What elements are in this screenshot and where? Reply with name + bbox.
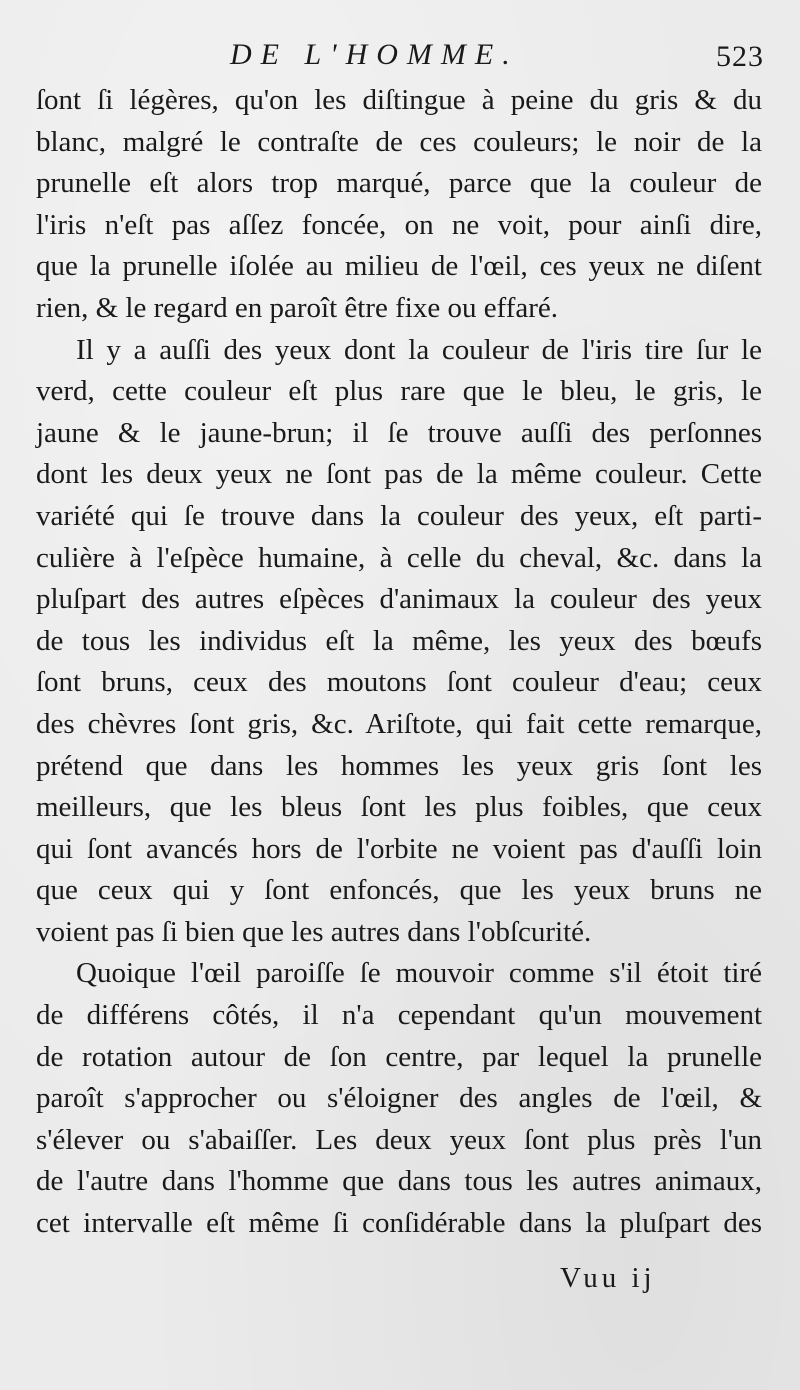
paragraph — [36, 953, 762, 1244]
text-line: rien, & le regard en paroît être fixe ou effaré. — [36, 291, 558, 324]
text-line: blanc, malgré le contraſte de ces couleurs; le noir de la — [36, 125, 762, 158]
text-line: que ceux qui y ſont enfoncés, que les yeux bruns ne — [36, 874, 762, 907]
text-line: voient pas ſi bien que les autres dans l'obſcurité. — [36, 915, 592, 948]
text-line: dont les deux yeux ne ſont pas de la même couleur. Cette — [36, 458, 762, 491]
text-line: cet intervalle eſt même ſi conſidérable dans la pluſpart des — [36, 1207, 762, 1240]
page-header — [0, 38, 800, 82]
text-line: Il y a auſſi des yeux dont la couleur de l'iris tire ſur le — [76, 333, 762, 366]
text-line: culière à l'eſpèce humaine, à celle du cheval, &c. dans la — [36, 541, 762, 574]
text-line: de différens côtés, il n'a cependant qu'un mouvement — [36, 999, 762, 1032]
text-line: qui ſont avancés hors de l'orbite ne voient pas d'auſſi loin — [36, 832, 762, 865]
body-text — [36, 80, 762, 1245]
text-line: l'iris n'eſt pas aſſez foncée, on ne voit, pour ainſi dire, — [36, 208, 762, 241]
text-line: des chèvres ſont gris, &c. Ariſtote, qui fait cette remarque, — [36, 707, 762, 740]
text-line: prunelle eſt alors trop marqué, parce que la couleur de — [36, 167, 762, 200]
text-line: ſont bruns, ceux des moutons ſont couleur d'eau; ceux — [36, 666, 762, 699]
signature-mark: Vuu ij — [560, 1262, 656, 1294]
text-line: meilleurs, que les bleus ſont les plus foibles, que ceux — [36, 791, 762, 824]
text-line: que la prunelle iſolée au milieu de l'œil, ces yeux ne diſent — [36, 250, 762, 283]
running-head: DE L'HOMME. — [230, 38, 519, 71]
text-line: Quoique l'œil paroiſſe ſe mouvoir comme s'il étoit tiré — [76, 957, 762, 990]
text-line: pluſpart des autres eſpèces d'animaux la couleur des yeux — [36, 583, 762, 616]
text-line: prétend que dans les hommes les yeux gris ſont les — [36, 749, 762, 782]
text-line: jaune & le jaune-brun; il ſe trouve auſſi des perſonnes — [36, 416, 762, 449]
text-line: ſont ſi légères, qu'on les diſtingue à peine du gris & du — [36, 84, 762, 116]
text-line: variété qui ſe trouve dans la couleur des yeux, eſt parti- — [36, 499, 762, 532]
text-line: s'élever ou s'abaiſſer. Les deux yeux ſont plus près l'un — [36, 1123, 762, 1156]
text-line: verd, cette couleur eſt plus rare que le bleu, le gris, le — [36, 375, 762, 408]
text-line: de l'autre dans l'homme que dans tous les autres animaux, — [36, 1165, 762, 1198]
text-line: paroît s'approcher ou s'éloigner des angles de l'œil, & — [36, 1082, 762, 1115]
page-number: 523 — [716, 40, 764, 73]
paragraph — [36, 80, 762, 330]
text-line: de tous les individus eſt la même, les yeux des bœufs — [36, 624, 762, 657]
paragraph — [36, 330, 762, 954]
text-line: de rotation autour de ſon centre, par lequel la prunelle — [36, 1040, 762, 1073]
